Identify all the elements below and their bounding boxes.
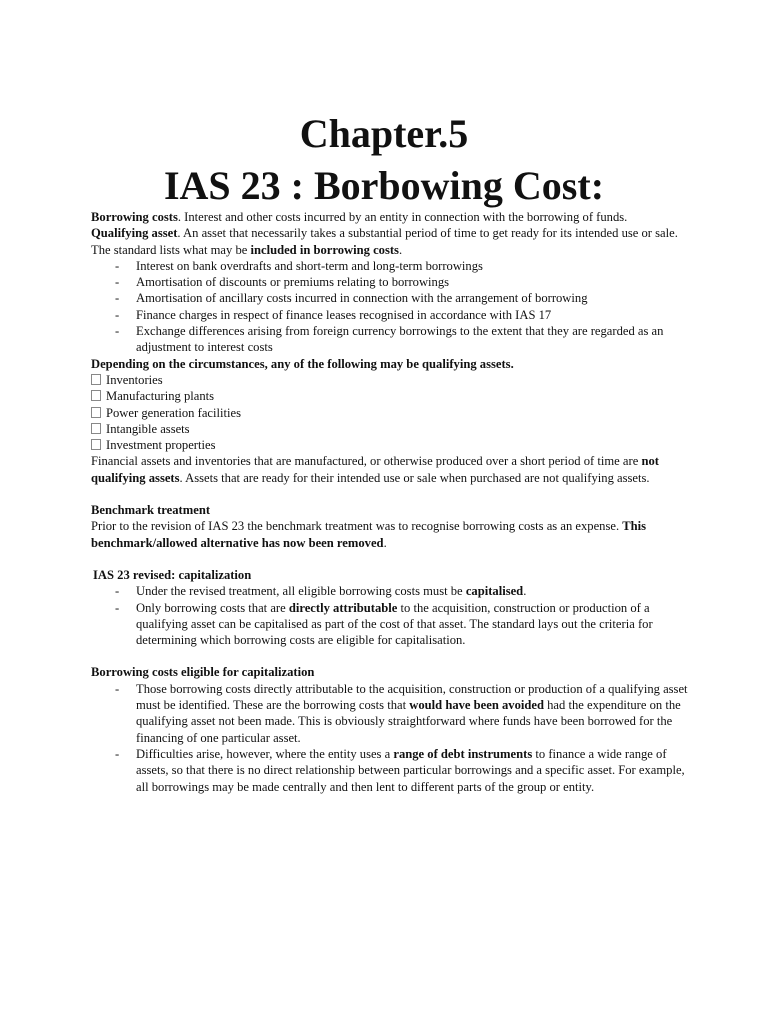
financial-assets-text1: Financial assets and inventories that are manufactured, or otherwise produced over a short period of time are — [91, 454, 642, 469]
chapter-number: Chapter.5 — [299, 111, 469, 156]
document-body — [91, 209, 691, 795]
list-item-text: Inventories — [106, 372, 163, 387]
list-item — [91, 258, 691, 274]
revised-list — [91, 583, 691, 648]
benchmark-text: Prior to the revision of IAS 23 the benchmark treatment was to recognise borrowing costs as an expense. — [91, 519, 623, 534]
list-item-bold: directly attributable — [288, 600, 398, 615]
list-item-bold: would have been avoided — [409, 698, 544, 713]
chapter-title — [0, 108, 768, 212]
list-item-text: to finance a wide range of assets, so that there is no direct relationship between particular borrowings and a specific asset. For example, all borrowings may be made centrally and then lent to different parts of the group or entity. — [136, 746, 685, 794]
standard-lists-prefix: The standard lists what may be — [91, 242, 251, 257]
list-item — [91, 274, 691, 290]
qualifying-asset-definition — [91, 225, 691, 241]
financial-assets-paragraph — [91, 453, 691, 486]
list-item — [91, 372, 691, 388]
borrowing-costs-definition — [91, 209, 691, 225]
qualifying-heading — [91, 356, 691, 372]
list-item-text: . — [523, 584, 527, 599]
revised-heading-text: IAS 23 revised: capitalization — [93, 567, 252, 582]
list-item-text: Amortisation of discounts or premiums relating to borrowings — [136, 275, 450, 290]
list-item-text: Amortisation of ancillary costs incurred in connection with the arrangement of borrowing — [136, 291, 588, 306]
list-item — [91, 681, 691, 746]
standard-lists-bold: included in borrowing costs — [250, 242, 399, 257]
list-item-bold: capitalised — [465, 584, 524, 599]
benchmark-heading-text: Benchmark treatment — [91, 503, 211, 518]
list-item-text: Under the revised treatment, all eligible borrowing costs must be — [136, 584, 466, 599]
standard-lists-sentence — [91, 242, 691, 258]
list-item-text: Only borrowing costs that are — [136, 600, 289, 615]
benchmark-heading — [91, 502, 691, 518]
list-item-text: Investment properties — [106, 438, 216, 453]
list-item-text: Manufacturing plants — [106, 389, 215, 404]
eligible-heading-text: Borrowing costs eligible for capitalization — [91, 665, 315, 680]
list-item — [91, 405, 691, 421]
dash-bullet: - — [115, 307, 120, 322]
benchmark-suffix: . — [383, 535, 387, 550]
dash-bullet: - — [115, 324, 120, 339]
qualifying-heading-text: Depending on the circumstances, any of the following may be qualifying assets. — [91, 356, 514, 371]
dash-bullet: - — [115, 584, 120, 599]
list-item-text: Intangible assets — [106, 421, 190, 436]
qualifying-asset-text: . An asset that necessarily takes a substantial period of time to get ready for its intended use or sale. — [177, 226, 678, 241]
list-item — [91, 388, 691, 404]
qualifying-items-list — [91, 372, 691, 453]
dash-bullet: - — [115, 681, 120, 696]
checkbox-glyph-icon — [91, 439, 101, 450]
borrowing-costs-text: . Interest and other costs incurred by an entity in connection with the borrowing of funds. — [177, 210, 628, 224]
dash-bullet: - — [115, 746, 120, 761]
list-item — [91, 600, 691, 649]
financial-assets-bold: not qualifying assets — [91, 454, 659, 485]
list-item-text: Exchange differences arising from foreign currency borrowings to the extent that they are regarded as an adjustment to interest costs — [136, 324, 664, 355]
qualifying-asset-term: Qualifying asset — [91, 226, 178, 241]
financial-assets-text2: . Assets that are ready for their intended use or sale when purchased are not qualifying assets. — [179, 470, 650, 485]
list-item — [91, 307, 691, 323]
included-items-list — [91, 258, 691, 356]
chapter-heading: IAS 23 : Borbowing Cost: — [163, 163, 605, 208]
eligible-list — [91, 681, 691, 795]
checkbox-glyph-icon — [91, 374, 101, 385]
eligible-heading — [91, 664, 691, 680]
benchmark-paragraph — [91, 518, 691, 551]
list-item-text: Interest on bank overdrafts and short-term and long-term borrowings — [136, 258, 483, 273]
standard-lists-suffix: . — [398, 242, 403, 257]
list-item-text: Those borrowing costs directly attributable to the acquisition, construction or production of a qualifying asset must be identified. These are the borrowing costs that — [136, 681, 688, 713]
spacer — [91, 551, 691, 567]
spacer — [91, 648, 691, 664]
benchmark-bold: This benchmark/allowed alternative has now been removed — [91, 519, 647, 550]
list-item-text: Power generation facilities — [106, 405, 241, 420]
borrowing-costs-term: Borrowing costs — [91, 210, 178, 224]
checkbox-glyph-icon — [91, 423, 101, 434]
list-item-text: Finance charges in respect of finance leases recognised in accordance with IAS 17 — [136, 307, 552, 322]
list-item — [91, 323, 691, 356]
checkbox-glyph-icon — [91, 390, 101, 401]
list-item — [91, 421, 691, 437]
list-item-text: to the acquisition, construction or production of a qualifying asset can be capitalised as part of the cost of that asset. The standard lays out the criteria for determining which borrowing costs are eligible for capitalisation. — [136, 600, 653, 648]
checkbox-glyph-icon — [91, 407, 101, 418]
dash-bullet: - — [115, 600, 120, 615]
list-item-text: Difficulties arise, however, where the entity uses a — [136, 746, 394, 761]
list-item-bold: range of debt instruments — [393, 746, 533, 761]
spacer — [91, 486, 691, 502]
dash-bullet: - — [115, 291, 120, 306]
dash-bullet: - — [115, 258, 120, 273]
list-item-text: had the expenditure on the qualifying asset not been made. This is obviously straightforward where funds have been borrowed for the financing of one particular asset. — [136, 698, 681, 745]
revised-heading — [91, 567, 691, 583]
list-item — [91, 437, 691, 453]
list-item — [91, 583, 691, 599]
dash-bullet: - — [115, 275, 120, 290]
list-item — [91, 290, 691, 306]
list-item — [91, 746, 691, 795]
